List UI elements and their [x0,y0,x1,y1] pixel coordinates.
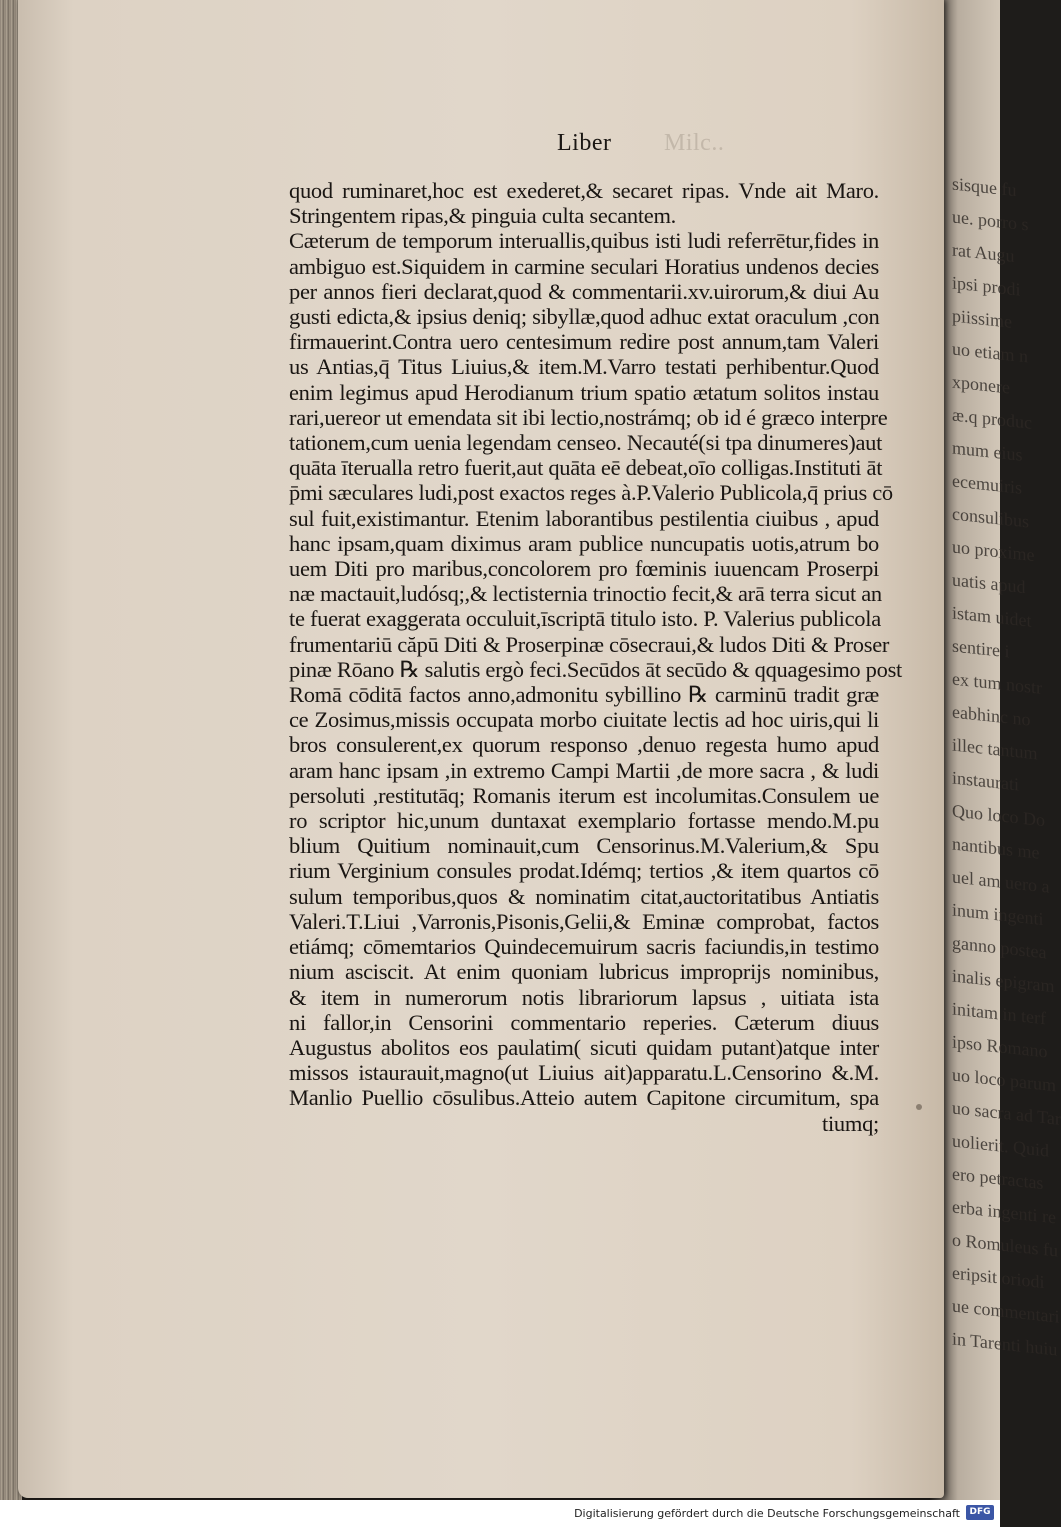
text-line: rium Verginium consules prodat.Idémq; tertios ,& item quartos cō [289,858,879,884]
text-line: ce Zosimus,missis occupata morbo ciuitate lectis ad hoc uiris,qui li [289,707,879,733]
facing-page-line: eabhinc no [952,701,1031,730]
facing-page-line: nantibus me [952,833,1040,863]
facing-page-line: ipsi prodi [952,272,1021,300]
text-line: ambiguo est.Siquidem in carmine seculari Horatius undenos decies [289,253,879,279]
text-line: rari,uereor ut emendata sit ibi lectio,nostrámq; ob id é græco interpre [289,404,888,430]
text-line: bros consulerent,ex quorum responso ,denuo regesta humo apud [289,732,879,758]
text-line: hanc ipsam,quam diximus aram publice nuncupatis uotis,atrum bo [289,530,879,556]
text-line: Romā cōditā factos anno,admonitu sybillino ℞ carminū tradit græ [289,682,879,708]
facing-page-line: uo sacra ad Tar [952,1097,1061,1129]
text-line: te fuerat exaggerata occuluit,īscriptā titulo isto. P. Valerius publicola [289,606,881,632]
text-line: tationem,cum uenia legendam censeo. Necauté(si tpa dinumeres)aut [289,430,883,456]
running-head: Liber [557,130,612,156]
facing-page-line: piissime [952,305,1013,332]
facing-page-line: ganno postea [952,932,1047,963]
text-line: us Antias,q̄ Titus Liuius,& item.M.Varro testati perhibentur.Quod [289,354,879,380]
text-line: Augustus abolitos eos paulatim( sicuti quidam putant)atque inter [289,1034,879,1060]
text-line: & item in numerorum notis librariorum lapsus , uitiata ista [289,984,879,1010]
text-line: missos istaurauit,magno(ut Liuius ait)apparatu.L.Censorino &.M. [289,1060,879,1086]
text-line: pinæ Rōano ℞ salutis ergò feci.Secūdos āt secūdo & qquagesimo post [289,656,902,682]
facing-page-line: ero petractas [952,1163,1044,1194]
text-line: quod ruminaret,hoc est exederet,& secaret ripas. Vnde ait Maro. [289,178,879,203]
facing-page-line: ipso Romano [952,1031,1048,1062]
text-line: Manlio Puellio cōsulibus.Atteio autem Capitone circumitum, spa [289,1085,879,1111]
facing-page-line: uolierit. Quid [952,1130,1049,1161]
facing-page-line: in Tarenti huiu [952,1328,1058,1360]
facing-page-line: uo etiam n [952,338,1028,367]
text-line: etiámq; cōmemtarios Quindecemuirum sacris faciundis,in testimo [289,934,879,960]
text-line: frumentariū căpū Diti & Proserpinæ cōsecraui,& ludos Diti & Proser [289,631,890,657]
facing-page-line: illec tantum [952,734,1038,764]
facing-page-line: ex tum nostr [952,668,1042,698]
facing-page-line: consulibus [952,503,1030,532]
bleed-through-head: Milc.. [664,130,725,156]
footer-credit: Digitalisierung gefördert durch die Deutsche Forschungsgemeinschaft [574,1507,960,1520]
text-line: quāta īterualla retro fuerit,aut quāta eē debeat,oīo colligas.Instituti āt [289,455,883,481]
text-line: Cæterum de temporum interuallis,quibus isti ludi referrētur,fides in [289,228,879,254]
facing-page-line: uo loco parum [952,1064,1056,1096]
facing-page-line: xponere [952,371,1010,398]
facing-page-line: æ.q produc [952,404,1032,433]
body-text [289,178,902,1136]
facing-page-line: mum eius [952,437,1023,465]
text-line: uem Diti pro maribus,concolorem pro fœminis iuuencam Proserpi [289,556,879,582]
facing-page-line: sentire i [952,635,1010,662]
facing-page-line: uatis apud [952,569,1026,598]
text-line: ni fallor,in Censorini commentario reperies. Cæterum diuus [289,1009,879,1035]
text-line: persoluti ,restitutāq; Romanis iterum est incolumitas.Consulem ue [289,782,879,808]
text-line: blium Quitium nominauit,cum Censorinus.M.Valerium,& Spu [289,833,879,859]
text-line: tiumq; [822,1110,879,1136]
facing-page-line: rat Augu [952,239,1015,267]
facing-page-line: uel am uero a [952,866,1050,897]
dfg-logo: DFG [966,1505,994,1520]
text-line: Stringentem ripas,& pinguia culta secantem. [289,203,676,229]
facing-page-line: o Romuleus fu [952,1229,1058,1261]
facing-page-line: istam uidet [952,602,1032,631]
text-line: per annos fieri declarat,quod & commentarii.xv.uirorum,& diui Au [289,278,879,304]
facing-page-line: erba ingenti re [952,1196,1056,1228]
text-line: aram hanc ipsam ,in extremo Campi Martii ,de more sacra , & ludi [289,757,879,783]
facing-page-line: sisque fu [952,173,1017,201]
text-line: sul fuit,existimantur. Etenim laborantibus pestilentia ciuibus , apud [289,505,879,531]
facing-page-line: ue. porro s [952,206,1029,235]
paper-speck [916,1104,922,1110]
facing-page-line: ecemuiris [952,470,1022,498]
text-line: enim legimus apud Herodianum trium spatio ætatum solitos instau [289,379,879,405]
facing-page-text [952,167,1061,1360]
facing-page-line: eripsit oriodi [952,1262,1045,1293]
facing-page-line: ue commentari [952,1295,1060,1327]
text-line: ro scriptor hic,unum duntaxat exemplario fortasse mendo.M.pu [289,808,879,834]
facing-page-line: inum ingenti [952,899,1044,930]
facing-page-line: instaurati [952,767,1019,795]
text-line: sulum temporibus,quos & nominatim citat,auctoritatibus Antiatis [289,883,879,909]
text-line: nium asciscit. At enim quoniam lubricus improprijs nominibus, [289,959,879,985]
text-line: p̄mi sæculares ludi,post exactos reges à.P.Valerio Publicola,q̄ prius cō [289,480,893,506]
facing-page-line: Quo loco Do [952,800,1045,831]
facing-page-line: uo proxime [952,536,1035,566]
facing-page-line: initam in terf [952,998,1046,1029]
text-line: gusti edicta,& ipsius deniq; sibyllæ,quod adhuc extat oraculum ,con [289,304,880,330]
text-line: næ mactauit,ludósq;,& lectisternia trinoctio fecit,& arā terra sicut an [289,581,882,607]
text-line: Valeri.T.Liui ,Varronis,Pisonis,Gelii,& Eminæ comprobat, factos [289,908,879,934]
facing-page-line: inalis epigram [952,965,1055,997]
text-line: firmauerint.Contra uero centesimum redire post annum,tam Valeri [289,329,879,355]
